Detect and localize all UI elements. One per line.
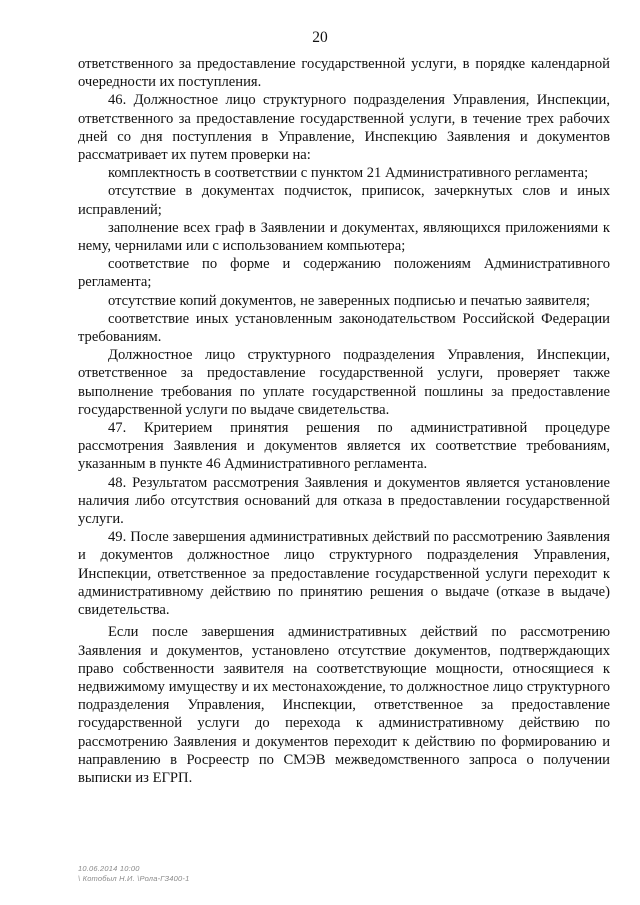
paragraph-48: 48. Результатом рассмотрения Заявления и документов является установление наличия либо отсутствия оснований для отказа в предоставлении государственной услуги. [78,474,610,528]
page-number: 20 [312,29,328,46]
paragraph-47: 47. Критерием принятия решения по административной процедуре рассмотрения Заявления и документов является их соответствие требованиям, указанным в пункте 46 Административного регламента. [78,420,610,473]
paragraph-49: 49. После завершения административных действий по рассмотрению Заявления и документов должностное лицо структурного подразделения Управления, Инспекции, ответственное за предоставление государственной услуги переходит к административному действию по принятию решения о выдаче (отказе в выдаче) свидетельства. [78,529,610,619]
footer-stamp [78,864,189,883]
document-body [78,55,610,787]
list-item-fields-filled: заполнение всех граф в Заявлении и документах, являющихся приложениями к нему, чернилами или с использованием компьютера; [78,219,610,255]
paragraph-fee-check: Должностное лицо структурного подразделения Управления, Инспекции, ответственное за предоставление государственной услуги, проверяет также выполнение требования по уплате государственной пошлины за предоставление государственной услуги по выдаче свидетельства. [78,347,610,418]
paragraph-egrp-request: Если после завершения административных действий по рассмотрению Заявления и документов, установлено отсутствие документов, подтверждающих право собственности заявителя на соответствующие мощности, относящиеся к недвижимому имуществу и их местонахождение, то должностное лицо структурного подразделения Управления, Инспекции, ответственное за предоставление государственной услуги до перехода к административному действию по рассмотрению Заявления и документов переходит к действию по формированию и направлению в Росреестр по СМЭВ межведомственного запроса о получении выписки из ЕГРП. [78,624,610,786]
paragraph-46: 46. Должностное лицо структурного подразделения Управления, Инспекции, ответственного за предоставление государственной услуги, в течение трех рабочих дней со дня поступления в Управление, Инспекцию Заявления и документов рассматривает их путем проверки на: [78,92,610,164]
list-item-no-corrections: отсутствие в документах подчисток, приписок, зачеркнутых слов и иных исправлений; [78,183,610,218]
list-item-other-requirements: соответствие иных установленным законодательством Российской Федерации требованиям. [78,310,610,346]
list-item-form-conformity: соответствие по форме и содержанию положениям Административного регламента; [78,256,610,291]
list-item-no-uncertified-copies: отсутствие копий документов, не заверенных подписью и печатью заявителя; [108,292,591,309]
footer-timestamp: 10.06.2014 10:00 [78,864,140,873]
paragraph-continuation: ответственного за предоставление государственной услуги, в порядке календарной очередности их поступления. [78,56,610,91]
footer-file-ref: \ Котобыл Н.И. \Рола-ГЗ400-1 [78,873,190,883]
list-item-completeness: комплектность в соответствии с пунктом 21 Административного регламента; [108,165,589,182]
